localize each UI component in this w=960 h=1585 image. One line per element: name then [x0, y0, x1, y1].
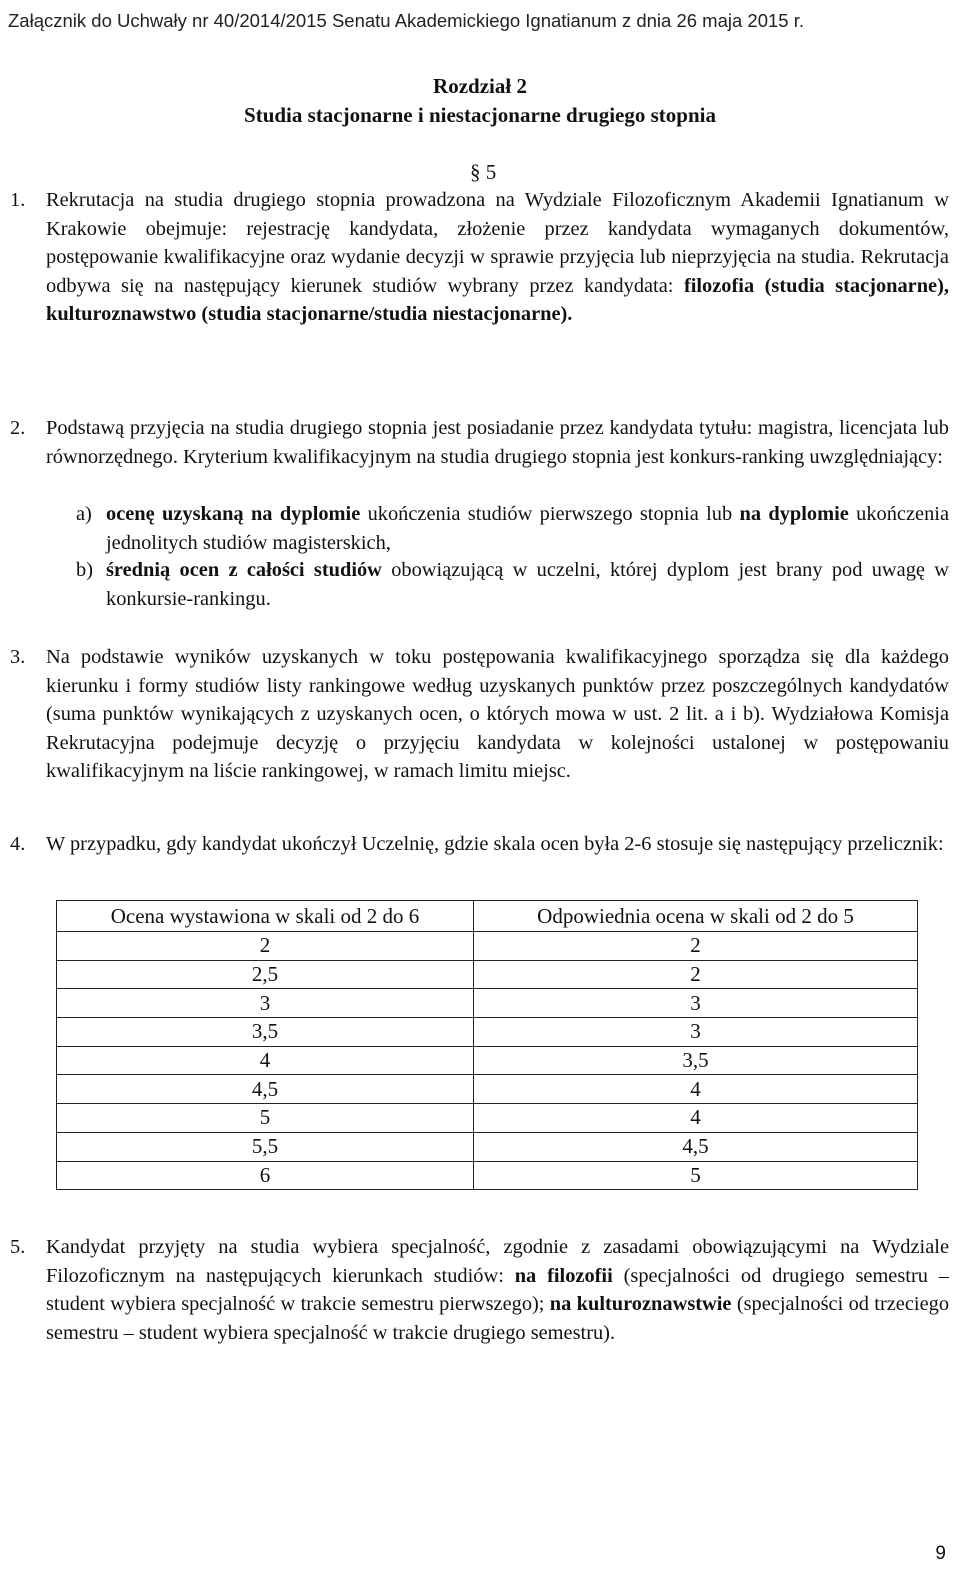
criterion-b — [76, 556, 949, 613]
table-cell: 3,5 — [57, 1018, 474, 1047]
item-label: b) — [76, 559, 93, 581]
point-number: 2. — [10, 417, 26, 439]
point-text: W przypadku, gdy kandydat ukończył Uczelnię, gdzie skala ocen była 2-6 stosuje się następujący przelicznik: — [46, 833, 944, 855]
table-cell: 2 — [57, 932, 474, 961]
table-cell: 3 — [474, 1018, 918, 1047]
table-cell: 2 — [474, 960, 918, 989]
column-header: Odpowiednia ocena w skali od 2 do 5 — [474, 901, 918, 932]
bold-run: ocenę uzyskaną na dyplomie — [106, 503, 361, 525]
point-4 — [10, 830, 949, 859]
table-row — [57, 989, 918, 1018]
text-run: ukończenia studiów pierwszego stopnia lub — [360, 503, 740, 525]
bold-run: na filozofii — [514, 1264, 613, 1287]
bold-run: filozofia (studia stacjonarne), kulturoznawstwo (studia stacjonarne/studia niestacjonarne). — [46, 274, 949, 326]
table-cell: 4,5 — [474, 1132, 918, 1161]
item-label: a) — [76, 503, 92, 525]
point-2 — [10, 414, 949, 471]
point-5 — [10, 1233, 949, 1347]
table-cell: 2,5 — [57, 960, 474, 989]
point-3 — [10, 643, 949, 786]
table-row — [57, 1161, 918, 1190]
point-text: Na podstawie wyników uzyskanych w toku postępowania kwalifikacyjnego sporządza się dla każdego kierunku i formy studiów listy rankingowe według uzyskanych punktów przez poszczególnych kandydatów (suma punktów wynikających z uzyskanych ocen, o których mowa w ust. 2 lit. a i b). Wydziałowa Komisja Rekrutacyjna podejmuje decyzję o przyjęciu kandydata w kolejności ustalonej w postępowaniu kwalifikacyjnym na liście rankingowej, w ramach limitu miejsc. — [46, 646, 949, 783]
bold-run: na dyplomie — [739, 503, 849, 525]
table-cell: 4 — [57, 1046, 474, 1075]
table-cell: 5 — [57, 1104, 474, 1133]
table-cell: 3 — [57, 989, 474, 1018]
text-run: Rekrutacja na studia drugiego stopnia prowadzona na Wydziale Filozoficznym Akademii Ignatianum w Krakowie obejmuje: rejestrację kandydata, złożenie przez kandydata wymaganych dokumentów, postępowanie kwalifikacyjne oraz wydanie decyzji w sprawie przyjęcia lub nieprzyjęcia na studia. Rekrutacja odbywa się na następujący kierunek studiów wybrany przez kandydata: — [46, 189, 949, 297]
criterion-a — [76, 500, 949, 557]
point-number: 1. — [10, 189, 26, 211]
table-row — [57, 1018, 918, 1047]
point-text — [46, 186, 949, 329]
text-run: obowiązującą w uczelni, której dyplom jest brany pod uwagę w konkursie-rankingu. — [106, 559, 949, 610]
item-text — [106, 556, 949, 613]
point-number: 4. — [10, 833, 26, 855]
table-cell: 4 — [474, 1104, 918, 1133]
point-text: Podstawą przyjęcia na studia drugiego stopnia jest posiadanie przez kandydata tytułu: magistra, licencjata lub równorzędnego. Kryterium kwalifikacyjnym na studia drugiego stopnia jest konkurs-ranking uwzględniający: — [46, 417, 949, 468]
column-header: Ocena wystawiona w skali od 2 do 6 — [57, 901, 474, 932]
text-run: ukończenia jednolitych studiów magisterskich, — [106, 503, 949, 554]
table-row — [57, 1104, 918, 1133]
text-run: (specjalności od trzeciego semestru – student wybiera specjalność w trakcie drugiego semestru). — [46, 1293, 950, 1344]
item-text — [106, 500, 949, 557]
text-run: Kandydat przyjęty na studia wybiera specjalność, zgodnie z zasadami obowiązującymi na Wydziale Filozoficznym na następujących kierunkach studiów: — [46, 1236, 949, 1287]
table-cell: 3 — [474, 989, 918, 1018]
bold-run: średnią ocen z całości studiów — [106, 559, 382, 581]
table-cell: 5,5 — [57, 1132, 474, 1161]
bold-run: na kulturoznawstwie — [549, 1293, 732, 1316]
section-sign: § 5 — [470, 160, 497, 184]
point-1 — [10, 186, 949, 329]
document-header: Załącznik do Uchwały nr 40/2014/2015 Senatu Akademickiego Ignatianum z dnia 26 maja 2015 r. — [8, 10, 804, 31]
text-run: (specjalności od drugiego semestru – student wybiera specjalność w trakcie semestru pierwszego); — [46, 1264, 949, 1316]
table-cell: 4,5 — [57, 1075, 474, 1104]
table-cell: 4 — [474, 1075, 918, 1104]
table-cell: 2 — [474, 932, 918, 961]
chapter-title: Studia stacjonarne i niestacjonarne drugiego stopnia — [244, 103, 716, 127]
table-cell: 3,5 — [474, 1046, 918, 1075]
point-number: 3. — [10, 646, 26, 668]
table-row — [57, 1132, 918, 1161]
table-row — [57, 932, 918, 961]
page-number: 9 — [935, 1543, 946, 1564]
table-header-row — [57, 901, 918, 932]
table-row — [57, 1046, 918, 1075]
table-cell: 6 — [57, 1161, 474, 1190]
chapter-number: Rozdział 2 — [433, 74, 527, 98]
point-text — [46, 1233, 949, 1347]
table-cell: 5 — [474, 1161, 918, 1190]
point-number: 5. — [10, 1236, 26, 1258]
table-row — [57, 1075, 918, 1104]
table-row — [57, 960, 918, 989]
grade-conversion-table — [56, 900, 918, 1190]
